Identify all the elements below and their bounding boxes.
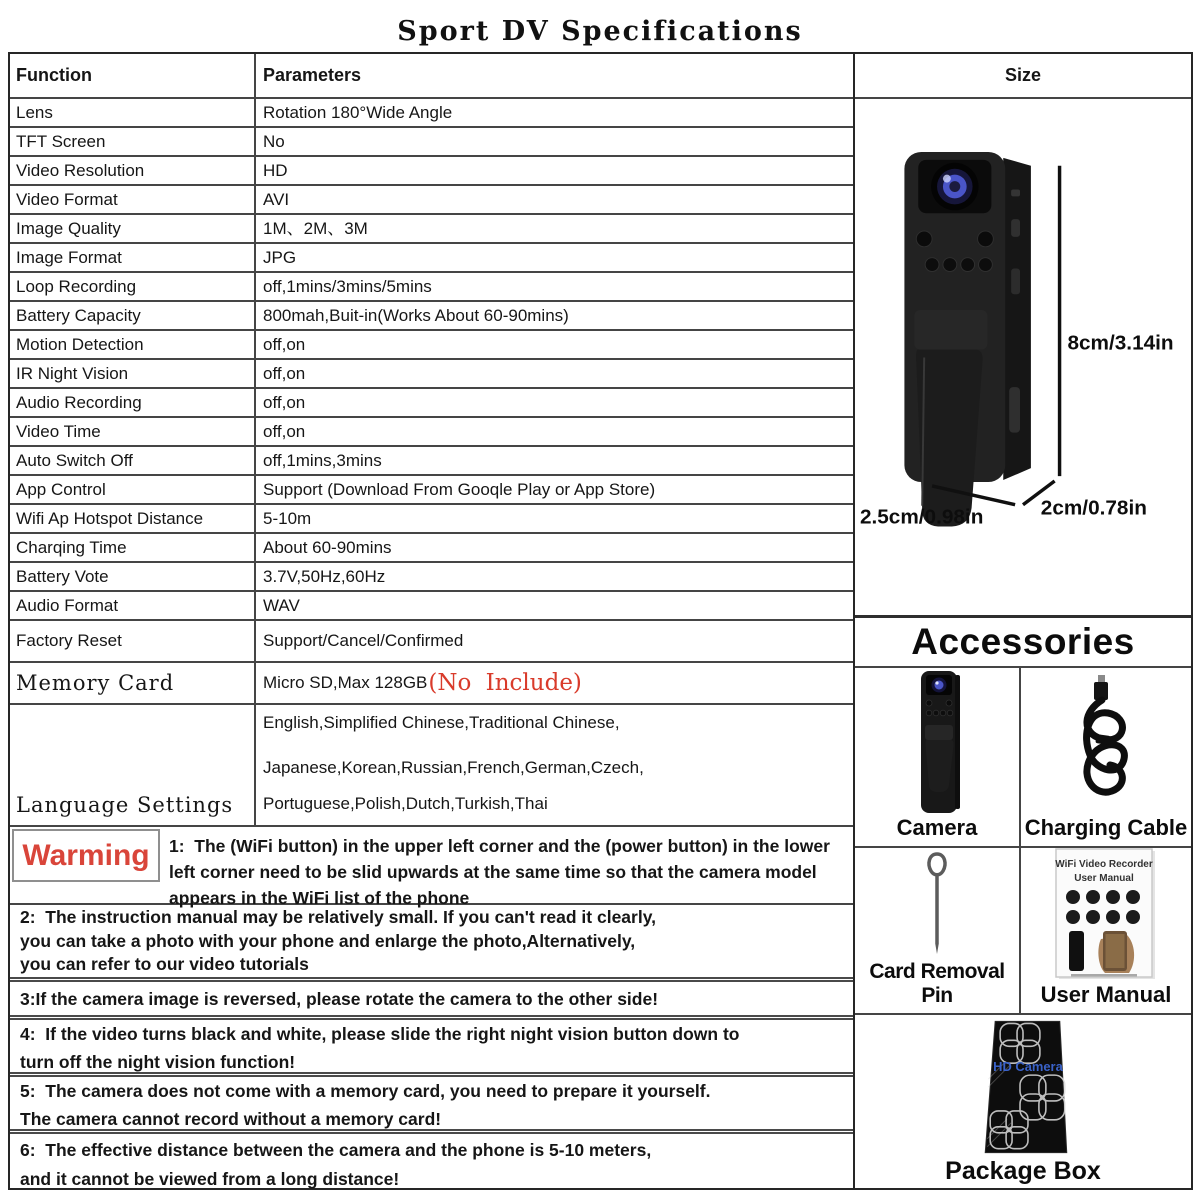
warning-line: turn off the night vision function! xyxy=(20,1052,296,1072)
charging-cable-photo xyxy=(1021,668,1191,815)
spec-value: JPG xyxy=(263,247,297,267)
accessory-label: Card Removal Pin xyxy=(869,960,1005,1007)
spec-row xyxy=(10,534,853,563)
accessory-card-removal-pin xyxy=(855,848,1021,1013)
spec-row xyxy=(10,302,853,331)
accessory-label: Package Box xyxy=(945,1157,1101,1185)
spec-label: App Control xyxy=(10,476,256,503)
spec-value: 5-10m xyxy=(263,508,312,528)
spec-label: IR Night Vision xyxy=(10,360,256,387)
package-box-photo xyxy=(855,1019,1191,1169)
size-figure xyxy=(855,99,1191,618)
spec-table xyxy=(10,54,855,1188)
col-header-parameters: Parameters xyxy=(263,65,362,85)
warning-item xyxy=(10,1129,853,1188)
warning-line: and it cannot be viewed from a long distance! xyxy=(20,1169,400,1189)
spec-rows xyxy=(10,99,853,663)
camera-photo xyxy=(855,668,1019,815)
spec-row xyxy=(10,476,853,505)
language-line: Portuguese,Polish,Dutch,Turkish,Thai xyxy=(263,794,548,813)
size-header: Size xyxy=(855,54,1191,99)
camera-size-illustration xyxy=(855,99,1191,615)
spec-row xyxy=(10,244,853,273)
warning-item xyxy=(10,977,853,1015)
warning-line: you can take a photo with your phone and enlarge the photo,Alternatively, xyxy=(20,930,636,951)
spec-label: Video Resolution xyxy=(10,157,256,184)
width-dimension: 2.5cm/0.98in xyxy=(859,505,984,529)
spec-label: Battery Capacity xyxy=(10,302,256,329)
accessories-row-1 xyxy=(855,668,1191,848)
spec-row xyxy=(10,99,853,128)
warning-line: 1: The (WiFi button) in the upper left corner and the (power button) in the lower xyxy=(169,836,830,856)
spec-value: off,on xyxy=(263,334,306,354)
right-panel xyxy=(855,54,1191,1188)
spec-value: Rotation 180°Wide Angle xyxy=(263,102,453,122)
accessory-charging-cable xyxy=(1021,668,1191,846)
spec-row xyxy=(10,592,853,621)
memory-card-row xyxy=(10,663,853,705)
spec-row xyxy=(10,447,853,476)
manual-subtitle: User Manual xyxy=(1074,873,1134,884)
spec-value: off,on xyxy=(263,392,306,412)
spec-value: off,on xyxy=(263,421,306,441)
spec-row xyxy=(10,273,853,302)
warning-line: 2: The instruction manual may be relatively small. If you can't read it clearly, xyxy=(20,907,656,927)
warning-line: appears in the WiFi list of the phone xyxy=(169,888,470,908)
spec-row xyxy=(10,157,853,186)
spec-label: Audio Format xyxy=(10,592,256,619)
spec-label: TFT Screen xyxy=(10,128,256,155)
spec-value: 3.7V,50Hz,60Hz xyxy=(263,566,386,586)
spec-row xyxy=(10,505,853,534)
spec-row xyxy=(10,215,853,244)
spec-label: Image Format xyxy=(10,244,256,271)
spec-row xyxy=(10,128,853,157)
spec-value: HD xyxy=(263,160,288,180)
language-line: English,Simplified Chinese,Traditional Chinese, xyxy=(263,713,620,732)
warning-line: 4: If the video turns black and white, please slide the right night vision button down to xyxy=(20,1024,740,1044)
warning-line: 5: The camera does not come with a memory card, you need to prepare it yourself. xyxy=(20,1081,711,1101)
spec-row xyxy=(10,418,853,447)
warning-line: The camera cannot record without a memory card! xyxy=(20,1109,442,1129)
warning-item xyxy=(10,1072,853,1129)
spec-value: 800mah,Buit-in(Works About 60-90mins) xyxy=(263,305,569,325)
warning-badge xyxy=(12,829,160,882)
spec-value: off,on xyxy=(263,363,306,383)
language-list xyxy=(256,705,853,825)
warning-line: left corner need to be slid upwards at the same time so that the camera model xyxy=(169,862,817,882)
memory-card-value: Micro SD,Max 128GB xyxy=(263,673,428,693)
spec-label: Motion Detection xyxy=(10,331,256,358)
content-frame xyxy=(8,52,1193,1190)
spec-row xyxy=(10,331,853,360)
spec-value: Support/Cancel/Confirmed xyxy=(263,631,464,651)
warning-items xyxy=(10,905,853,1188)
spec-label: Audio Recording xyxy=(10,389,256,416)
spec-label: Video Time xyxy=(10,418,256,445)
spec-row xyxy=(10,621,853,663)
language-settings-row xyxy=(10,705,853,827)
package-box-text: HD Camera xyxy=(993,1059,1063,1075)
height-dimension: 8cm/3.14in xyxy=(1067,331,1174,355)
no-include-note: (No Include) xyxy=(428,670,582,696)
spec-value: off,1mins,3mins xyxy=(263,450,382,470)
depth-dimension: 2cm/0.78in xyxy=(1040,496,1147,520)
page-title: Sport DV Specifications xyxy=(397,16,803,47)
spec-label: Charqing Time xyxy=(10,534,256,561)
spec-value xyxy=(256,663,853,703)
spec-value: off,1mins/3mins/5mins xyxy=(263,276,432,296)
accessory-camera xyxy=(855,668,1021,846)
language-line: Japanese,Korean,Russian,French,German,Czech, xyxy=(263,758,644,777)
accessory-user-manual xyxy=(1021,848,1191,1013)
table-header-row xyxy=(10,54,853,99)
spec-label: Wifi Ap Hotspot Distance xyxy=(10,505,256,532)
spec-label: Auto Switch Off xyxy=(10,447,256,474)
warning-item xyxy=(10,905,853,977)
warning-row-1 xyxy=(10,827,853,908)
accessory-label: Camera xyxy=(896,815,978,840)
spec-row xyxy=(10,186,853,215)
accessory-label: User Manual xyxy=(1040,982,1172,1007)
manual-title: WiFi Video Recorder xyxy=(1055,859,1153,870)
spec-label: Lens xyxy=(10,99,256,126)
warning-item xyxy=(10,1015,853,1072)
spec-value: About 60-90mins xyxy=(263,537,392,557)
col-header-function: Function xyxy=(10,54,256,97)
warning-line: 3:If the camera image is reversed, please rotate the camera to the other side! xyxy=(20,989,659,1009)
spec-row xyxy=(10,563,853,592)
warning-line: you can refer to our video tutorials xyxy=(20,954,309,974)
spec-label: Video Format xyxy=(10,186,256,213)
spec-value: No xyxy=(263,131,285,151)
spec-row xyxy=(10,360,853,389)
spec-value: Support (Download From Gooqle Play or App Store) xyxy=(263,479,656,499)
spec-label: Language Settings xyxy=(10,705,256,825)
spec-value: AVI xyxy=(263,189,290,209)
spec-label: Image Quality xyxy=(10,215,256,242)
warning-line: 6: The effective distance between the camera and the phone is 5-10 meters, xyxy=(20,1140,652,1160)
spec-label: Loop Recording xyxy=(10,273,256,300)
spec-row xyxy=(10,389,853,418)
user-manual-photo xyxy=(1021,848,1191,982)
warning-item xyxy=(169,827,830,908)
accessories-row-2 xyxy=(855,848,1191,1015)
card-removal-pin-photo xyxy=(855,848,1019,960)
spec-label: Factory Reset xyxy=(10,621,256,661)
warning-badge-text: Warming xyxy=(22,838,150,872)
accessory-label: Charging Cable xyxy=(1024,815,1188,840)
spec-label: Memory Card xyxy=(10,663,256,703)
spec-label: Battery Vote xyxy=(10,563,256,590)
accessory-package-box xyxy=(855,1015,1191,1188)
spec-value: WAV xyxy=(263,595,300,615)
spec-value: 1M、2M、3M xyxy=(263,218,368,238)
accessories-header: Accessories xyxy=(855,618,1191,668)
